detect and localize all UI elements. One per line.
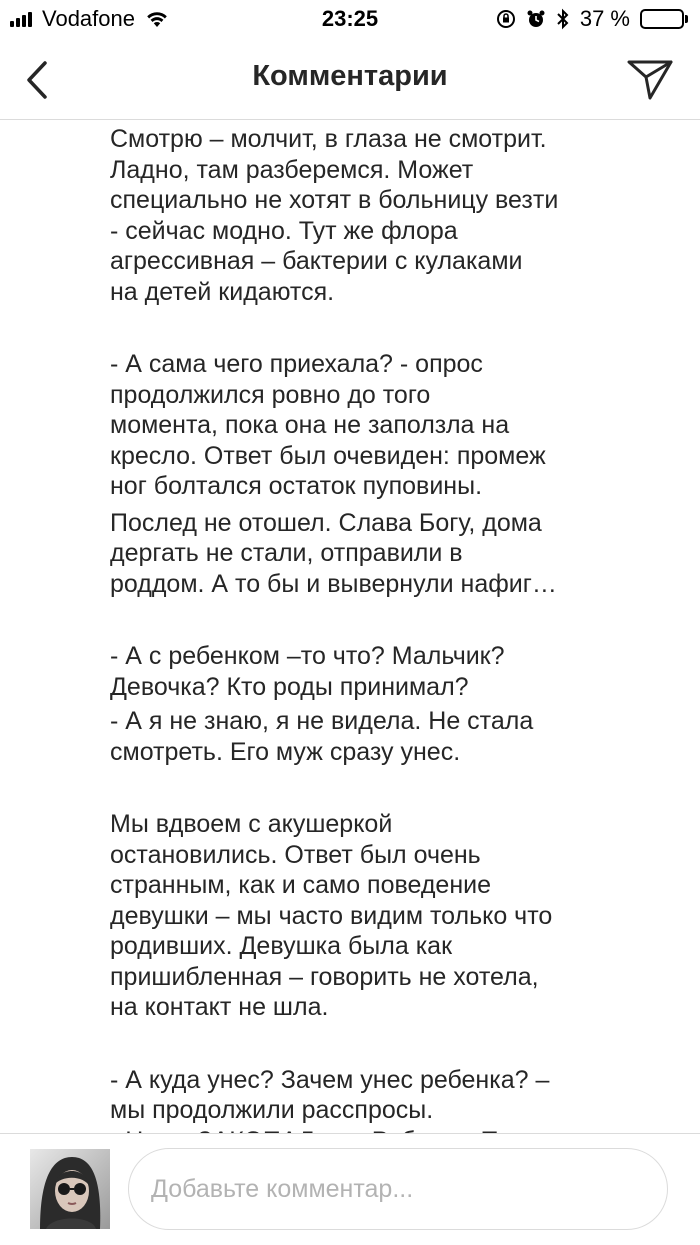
user-photo [30,1149,110,1229]
orientation-lock-icon [496,9,516,29]
status-right [486,6,688,32]
comment-paragraph: Мы вдвоем с акушеркой остановились. Ответ был очень странным, как и само поведение девушки – мы часто видим только что родивших. Девушка была как пришибленная – говорить не хотела, на контакт не шла. [110,810,553,1021]
battery-percent: 37 % [579,6,630,31]
comment-paragraph: Послед не отошел. Слава Богу, дома дергать не стали, отправили в роддом. А то бы и вывернули нафиг… [110,508,557,598]
battery-icon [640,9,688,29]
comment-paragraph: - А я не знаю, я не видела. Не стала смотреть. Его муж сразу унес. [110,707,534,766]
nav-bar [0,40,700,120]
comment-composer [0,1133,700,1245]
page-title: Комментарии [252,60,448,92]
avatar[interactable] [30,1149,110,1229]
direct-send-icon [626,56,674,102]
comment-input[interactable] [128,1148,668,1230]
status-time: 23:25 [321,6,379,31]
carrier-name: Vodafone [42,6,135,31]
comment-paragraph: - А с ребенком –то что? Мальчик? Девочка? Кто роды принимал? [110,642,505,701]
status-bar [0,0,700,40]
alarm-icon [526,9,546,29]
comment-paragraph: - А сама чего приехала? - опрос продолжился ровно до того момента, пока она не заползла на кресло. Ответ был очевиден: промеж ног болтался остаток пуповины. [110,350,546,500]
bluetooth-icon [556,8,570,30]
comment-body [110,124,610,1132]
comment-paragraph: Смотрю – молчит, в глаза не смотрит. Ладно, там разберемся. Может специально не хотят в больницу везти - сейчас модно. Тут же флора агрессивная – бактерии с кулаками на детей кидаются. [110,125,559,306]
comment-paragraph: - А куда унес? Зачем унес ребенка? – мы продолжили расспросы. [110,1065,550,1124]
direct-share-button[interactable] [626,56,674,102]
